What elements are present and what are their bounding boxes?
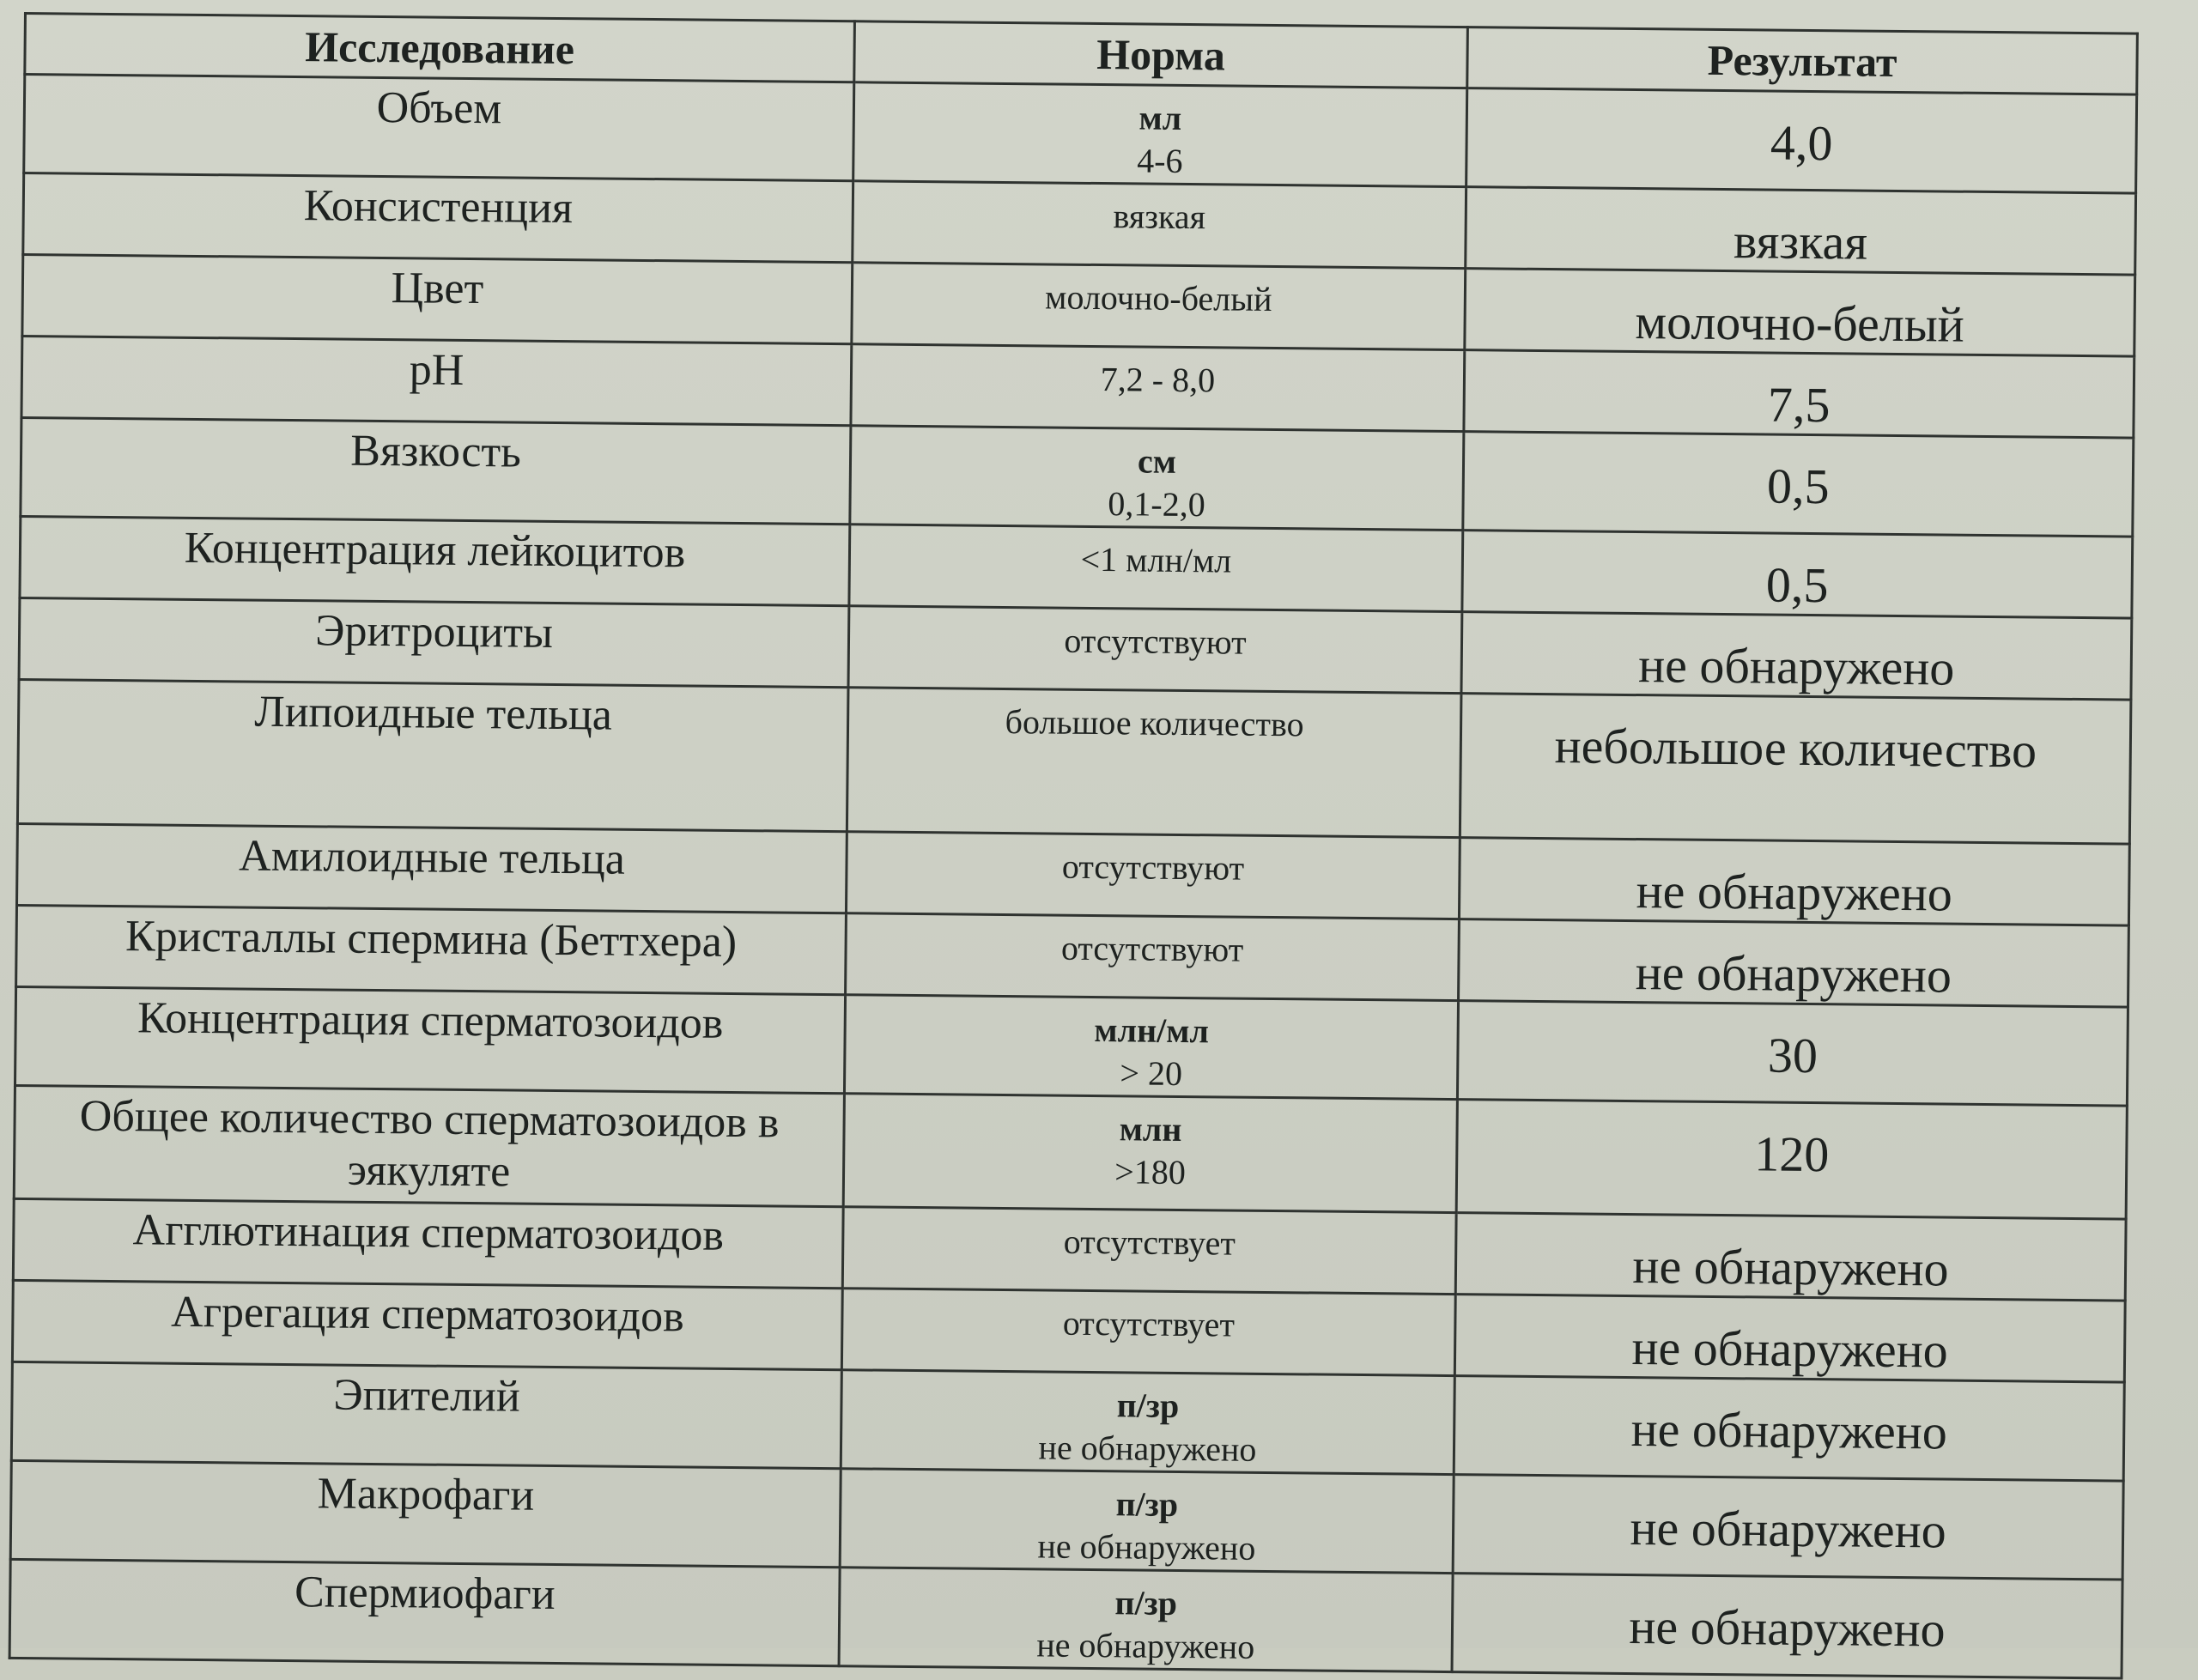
test-name: Кристаллы спермина (Беттхера) xyxy=(16,905,847,994)
norm-value: не обнаружено xyxy=(1036,1625,1255,1666)
norm-unit: п/зр xyxy=(1116,1386,1180,1425)
result-value: не обнаружено xyxy=(1455,1213,2126,1301)
test-name: Макрофаги xyxy=(10,1460,841,1567)
result-value: не обнаружено xyxy=(1461,612,2132,700)
test-name: Цвет xyxy=(22,255,853,344)
norm-cell xyxy=(841,1289,1455,1376)
norm-value: <1 млн/мл xyxy=(1080,539,1232,580)
norm-value: отсутствуют xyxy=(1060,928,1244,969)
norm-value: отсутствует xyxy=(1063,1222,1236,1263)
norm-value: отсутствует xyxy=(1062,1303,1236,1344)
norm-cell xyxy=(840,1469,1454,1574)
result-value: 7,5 xyxy=(1464,350,2134,438)
test-name: Концентрация лейкоцитов xyxy=(20,516,850,605)
norm-unit: млн xyxy=(1119,1109,1182,1149)
test-name: Эритроциты xyxy=(19,597,849,687)
norm-cell xyxy=(852,263,1466,350)
result-value: не обнаружено xyxy=(1459,838,2129,925)
table-row xyxy=(14,1085,2127,1219)
result-value: не обнаружено xyxy=(1454,1295,2125,1382)
norm-cell xyxy=(843,1094,1457,1213)
result-value: 30 xyxy=(1457,1001,2128,1106)
norm-cell xyxy=(853,181,1466,269)
result-value: молочно-белый xyxy=(1465,269,2135,356)
result-value: небольшое количество xyxy=(1460,694,2131,844)
norm-unit: см xyxy=(1137,441,1177,481)
norm-cell xyxy=(851,344,1465,432)
norm-cell xyxy=(842,1207,1456,1295)
result-value: 0,5 xyxy=(1462,531,2133,618)
test-name: pH xyxy=(21,336,852,425)
result-value: 120 xyxy=(1456,1100,2127,1219)
norm-value: отсутствуют xyxy=(1064,621,1247,662)
result-value: 4,0 xyxy=(1466,88,2137,193)
test-name: Концентрация сперматозоидов xyxy=(15,986,845,1093)
header-norm: Норма xyxy=(854,21,1468,88)
test-name: Агглютинация сперматозоидов xyxy=(13,1198,843,1288)
table-row xyxy=(17,679,2130,844)
norm-cell xyxy=(846,913,1460,1001)
result-value: не обнаружено xyxy=(1454,1376,2124,1481)
norm-value: отсутствуют xyxy=(1061,846,1245,888)
norm-unit: млн/мл xyxy=(1094,1010,1210,1051)
test-name: Общее количество сперматозоидов в эякуляте xyxy=(14,1085,844,1206)
norm-unit: п/зр xyxy=(1115,1484,1179,1524)
result-value: не обнаружено xyxy=(1452,1574,2122,1678)
norm-value: не обнаружено xyxy=(1037,1526,1256,1568)
result-value: не обнаружено xyxy=(1459,919,2129,1007)
norm-cell xyxy=(839,1568,1453,1672)
result-value: 0,5 xyxy=(1463,432,2134,537)
norm-value: > 20 xyxy=(1120,1053,1183,1094)
norm-value: 7,2 - 8,0 xyxy=(1100,360,1216,400)
norm-cell xyxy=(850,426,1464,531)
norm-cell xyxy=(846,832,1460,919)
test-name: Липоидные тельца xyxy=(17,679,848,831)
test-name: Объем xyxy=(24,75,854,181)
norm-value: вязкая xyxy=(1113,197,1206,237)
test-name: Спермиофаги xyxy=(9,1559,840,1665)
test-name: Вязкость xyxy=(21,417,851,524)
test-name: Амилоидные тельца xyxy=(17,823,847,913)
test-name: Агрегация сперматозоидов xyxy=(12,1280,842,1369)
header-test: Исследование xyxy=(25,14,855,82)
norm-value: 0,1-2,0 xyxy=(1108,484,1205,525)
analysis-results-table xyxy=(9,12,2139,1680)
result-value: вязкая xyxy=(1466,187,2136,275)
norm-unit: мл xyxy=(1138,98,1182,137)
norm-value: не обнаружено xyxy=(1038,1428,1257,1469)
table-row xyxy=(9,1559,2122,1678)
norm-value: >180 xyxy=(1114,1152,1187,1192)
norm-value: большое количество xyxy=(1005,702,1304,744)
norm-cell xyxy=(848,606,1462,694)
norm-cell xyxy=(844,995,1458,1100)
norm-cell xyxy=(853,82,1467,187)
norm-value: 4-6 xyxy=(1137,141,1183,180)
test-name: Эпителий xyxy=(11,1362,841,1468)
result-value: не обнаружено xyxy=(1453,1475,2123,1580)
norm-cell xyxy=(841,1370,1454,1475)
test-name: Консистенция xyxy=(23,173,853,263)
norm-cell xyxy=(849,525,1463,612)
norm-unit: п/зр xyxy=(1114,1583,1178,1622)
header-result: Результат xyxy=(1467,27,2138,94)
norm-cell xyxy=(847,688,1461,838)
norm-value: молочно-белый xyxy=(1044,277,1272,318)
